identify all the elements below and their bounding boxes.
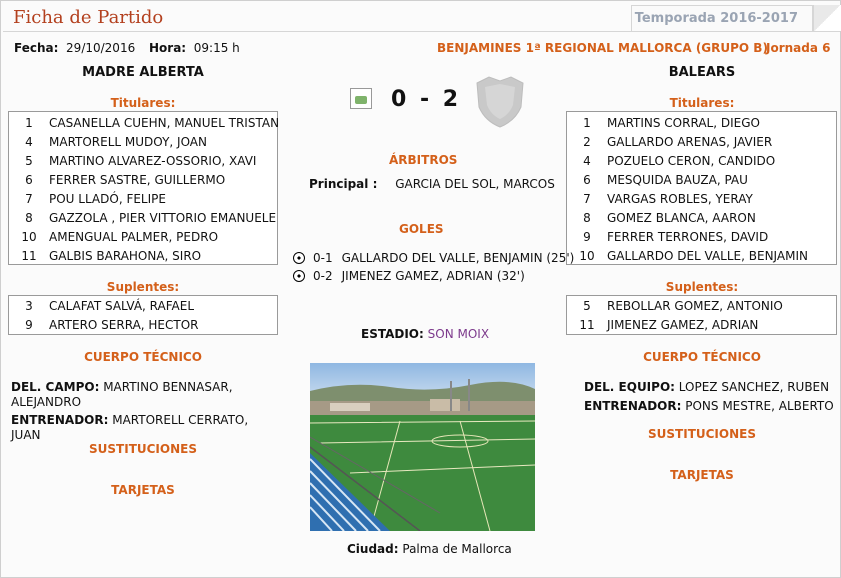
- page-title: Ficha de Partido: [13, 7, 164, 28]
- player-name: JIMENEZ GAMEZ, ADRIAN: [607, 317, 759, 332]
- player-row: [9, 296, 277, 315]
- date-field: [14, 41, 135, 55]
- player-number: 1: [25, 115, 33, 130]
- player-row: [567, 170, 836, 189]
- staff-name: LOPEZ SANCHEZ, RUBEN: [678, 380, 830, 394]
- away-cards-label: TARJETAS: [670, 468, 734, 482]
- player-number: 6: [25, 172, 33, 187]
- goal-score: 0-2: [313, 269, 333, 283]
- player-name: FERRER SASTRE, GUILLERMO: [49, 172, 226, 187]
- player-row: [9, 132, 277, 151]
- goal-scorer: GALLARDO DEL VALLE, BENJAMIN (25'): [341, 251, 575, 265]
- goal-item: [293, 251, 574, 265]
- player-row: [567, 151, 836, 170]
- staff-role: ENTRENADOR:: [584, 399, 682, 413]
- player-name: GALBIS BARAHONA, SIRO: [49, 248, 202, 263]
- tab-fold-corner: [813, 5, 841, 31]
- player-row: [9, 189, 277, 208]
- player-name: ARTERO SERRA, HECTOR: [49, 317, 199, 332]
- header-divider: [3, 31, 840, 32]
- away-staff-label: CUERPO TÉCNICO: [643, 350, 761, 364]
- player-row: [567, 189, 836, 208]
- staff-name: MARTINO BENNASAR, ALEJANDRO: [11, 380, 233, 409]
- player-row: [567, 227, 836, 246]
- referees-label: ÁRBITROS: [389, 153, 458, 167]
- stadium-link[interactable]: SON MOIX: [427, 327, 490, 341]
- home-staff-delegate: [11, 380, 271, 410]
- home-subs-list: [8, 295, 278, 335]
- player-number: 8: [583, 210, 591, 225]
- staff-role: ENTRENADOR:: [11, 413, 109, 427]
- stadium-photo: [310, 363, 535, 531]
- staff-role: DEL. EQUIPO:: [584, 380, 675, 394]
- home-substitutions-label: SUSTITUCIONES: [89, 442, 197, 456]
- away-score: 2: [442, 87, 459, 112]
- player-name: FERRER TERRONES, DAVID: [607, 229, 769, 244]
- away-starters-label: Titulares:: [669, 96, 735, 110]
- player-number: 3: [25, 298, 33, 313]
- player-name: CALAFAT SALVÁ, RAFAEL: [49, 298, 195, 313]
- time-value: 09:15 h: [193, 41, 240, 55]
- home-staff-coach: [11, 413, 281, 443]
- player-number: 5: [583, 298, 591, 313]
- player-name: VARGAS ROBLES, YERAY: [607, 191, 753, 206]
- goal-score: 0-1: [313, 251, 333, 265]
- player-number: 11: [579, 317, 595, 332]
- staff-name: MARTORELL CERRATO, JUAN: [11, 413, 249, 442]
- round-label: Jornada 6: [766, 41, 831, 55]
- player-row: [9, 227, 277, 246]
- home-score: 0: [391, 87, 407, 112]
- away-subs-list: [566, 295, 837, 335]
- away-subs-label: Suplentes:: [665, 280, 739, 294]
- competition-name: BENJAMINES 1ª REGIONAL MALLORCA (GRUPO B): [437, 41, 768, 55]
- player-number: 6: [583, 172, 591, 187]
- player-row: [567, 132, 836, 151]
- season-label: Temporada 2016-2017: [634, 11, 798, 26]
- scoreboard: [391, 87, 458, 112]
- player-name: GALLARDO ARENAS, JAVIER: [607, 134, 773, 149]
- player-row: [567, 113, 836, 132]
- away-starters-list: [566, 111, 837, 265]
- city-label: Ciudad:: [347, 542, 399, 556]
- home-cards-label: TARJETAS: [111, 483, 175, 497]
- player-number: 4: [25, 134, 33, 149]
- player-name: POU LLADÓ, FELIPE: [49, 191, 166, 206]
- goals-label: GOLES: [399, 222, 444, 236]
- player-row: [9, 315, 277, 334]
- player-name: MARTORELL MUDOY, JOAN: [49, 134, 207, 149]
- home-staff-label: CUERPO TÉCNICO: [84, 350, 202, 364]
- player-name: MESQUIDA BAUZA, PAU: [607, 172, 748, 187]
- team-shield-icon: [471, 69, 529, 131]
- score-separator: -: [419, 87, 430, 112]
- player-row: [9, 170, 277, 189]
- season-tab[interactable]: [631, 5, 813, 31]
- player-number: 7: [25, 191, 33, 206]
- player-name: AMENGUAL PALMER, PEDRO: [49, 229, 219, 244]
- home-subs-label: Suplentes:: [106, 280, 180, 294]
- player-row: [567, 246, 836, 265]
- player-name: MARTINS CORRAL, DIEGO: [607, 115, 760, 130]
- goal-scorer: JIMENEZ GAMEZ, ADRIAN (32'): [341, 269, 525, 283]
- away-staff-coach: [584, 399, 839, 414]
- referee-principal: [309, 177, 555, 191]
- player-number: 5: [25, 153, 33, 168]
- player-row: [567, 315, 836, 334]
- player-row: [9, 208, 277, 227]
- date-value: 29/10/2016: [66, 41, 136, 55]
- player-number: 9: [25, 317, 33, 332]
- time-field: [149, 41, 240, 55]
- player-name: POZUELO CERON, CANDIDO: [607, 153, 776, 168]
- time-label: Hora:: [149, 41, 187, 55]
- home-starters-label: Titulares:: [110, 96, 176, 110]
- football-icon: [293, 270, 305, 282]
- player-number: 7: [583, 191, 591, 206]
- date-label: Fecha:: [14, 41, 59, 55]
- staff-name: PONS MESTRE, ALBERTO: [685, 399, 834, 413]
- away-team-name: BALEARS: [668, 65, 736, 80]
- home-starters-list: [8, 111, 278, 265]
- city-value: Palma de Mallorca: [402, 542, 512, 556]
- player-name: REBOLLAR GOMEZ, ANTONIO: [607, 298, 783, 313]
- player-row: [567, 296, 836, 315]
- stadium-label: ESTADIO:: [361, 327, 424, 341]
- staff-role: DEL. CAMPO:: [11, 380, 100, 394]
- home-team-name: MADRE ALBERTA: [82, 65, 204, 80]
- football-icon: [293, 252, 305, 264]
- player-row: [9, 246, 277, 265]
- player-name: GAZZOLA , PIER VITTORIO EMANUELE: [49, 210, 277, 225]
- player-number: 1: [583, 115, 591, 130]
- city-line: [347, 542, 512, 556]
- referee-role: Principal :: [309, 177, 378, 191]
- stadium-line: [361, 327, 489, 341]
- player-name: GOMEZ BLANCA, AARON: [607, 210, 756, 225]
- player-number: 10: [579, 248, 595, 263]
- player-row: [9, 151, 277, 170]
- goal-item: [293, 269, 525, 283]
- away-staff-delegate: [584, 380, 839, 395]
- referee-name: GARCIA DEL SOL, MARCOS: [395, 177, 555, 191]
- player-name: GALLARDO DEL VALLE, BENJAMIN: [607, 248, 808, 263]
- player-number: 11: [21, 248, 37, 263]
- player-name: CASANELLA CUEHN, MANUEL TRISTAN: [49, 115, 280, 130]
- player-number: 4: [583, 153, 591, 168]
- away-substitutions-label: SUSTITUCIONES: [648, 427, 756, 441]
- player-name: MARTINO ALVAREZ-OSSORIO, XAVI: [49, 153, 257, 168]
- player-row: [9, 113, 280, 132]
- player-row: [567, 208, 836, 227]
- broken-image-icon: [350, 88, 372, 109]
- player-number: 10: [21, 229, 37, 244]
- player-number: 8: [25, 210, 33, 225]
- player-number: 2: [583, 134, 591, 149]
- player-number: 9: [583, 229, 591, 244]
